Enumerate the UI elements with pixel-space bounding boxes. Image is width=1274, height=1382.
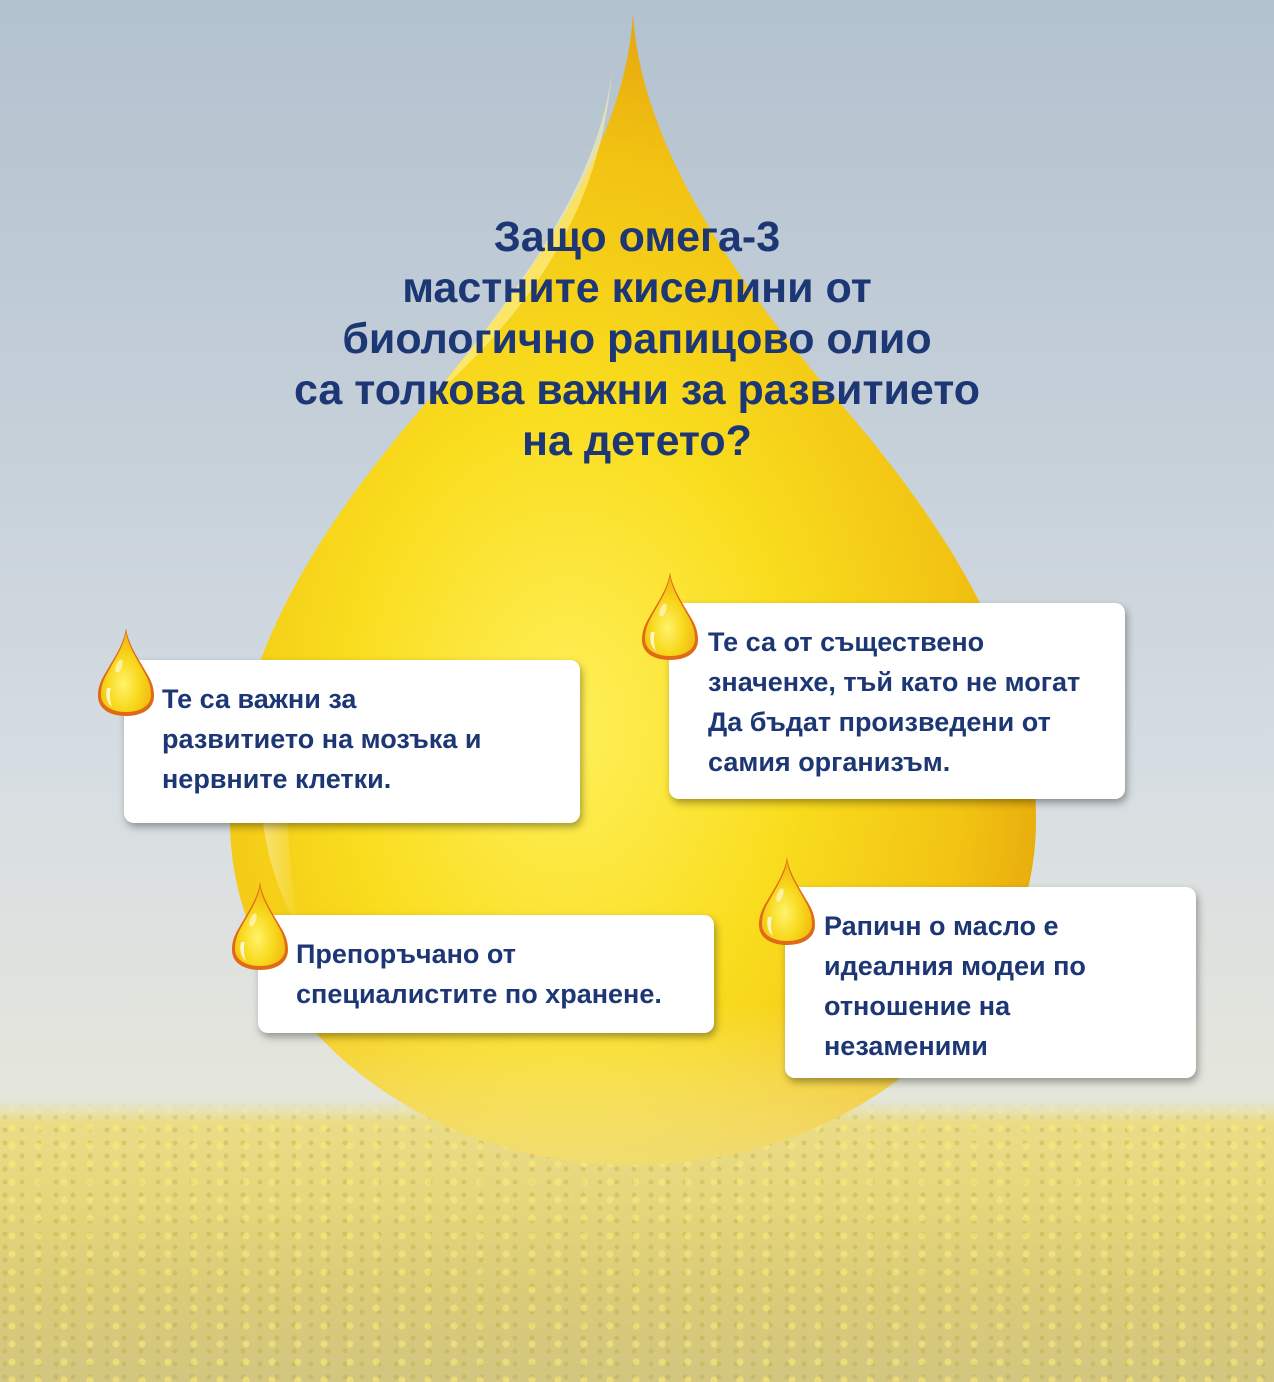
card-text-line: Те са от съществено [708, 627, 985, 657]
oil-drop-icon [755, 855, 819, 947]
info-card-recommended [258, 915, 714, 1033]
card-text-line: специалистите по хранене. [296, 979, 662, 1009]
card-text-line: значенхе, тъй като не могат [708, 667, 1081, 697]
card-text-line: идеалния модеи по [824, 951, 1086, 981]
title-line: мастните киселини от [402, 264, 872, 312]
title-line: са толкова важни за развитието [293, 366, 981, 414]
card-text-line: нервните клетки. [162, 764, 392, 794]
card-text-line: Препоръчано от [296, 939, 516, 969]
title-line: Защо омега-3 [493, 213, 781, 261]
oil-drop-icon [228, 880, 292, 972]
card-text-line: самия организъм. [708, 747, 951, 777]
title-line: биологично рапицово олио [342, 315, 932, 363]
title-line: на детето? [522, 417, 752, 465]
card-text-line: Те са важни за [162, 684, 357, 714]
info-card-ideal-model [785, 887, 1196, 1078]
oil-drop-icon [94, 626, 158, 718]
card-text-line: Рапичн о масло е [824, 911, 1059, 941]
card-text-line: незаменими [824, 1031, 988, 1061]
page-title [180, 212, 1094, 467]
oil-drop-icon [638, 570, 702, 662]
card-text-line: отношение на [824, 991, 1011, 1021]
card-text-line: Да бъдат произведени от [708, 707, 1051, 737]
card-text-line: развитието на мозъка и [162, 724, 482, 754]
info-card-brain-development [124, 660, 580, 823]
info-card-essential [669, 603, 1125, 799]
